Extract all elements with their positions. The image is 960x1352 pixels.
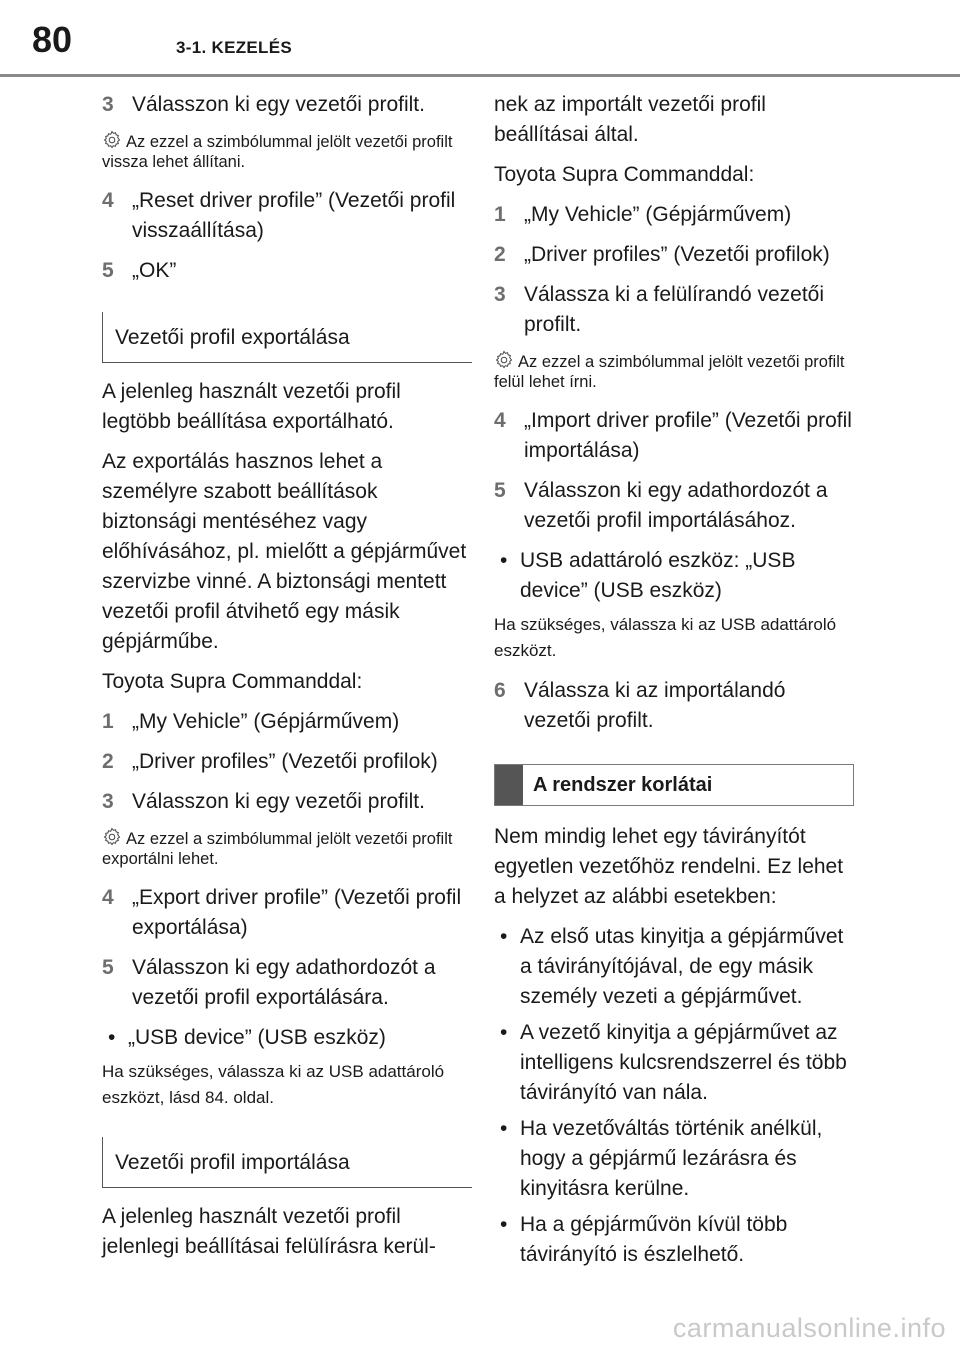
step-text: „My Vehicle” (Gépjárművem) xyxy=(132,710,400,733)
step-number: 6 xyxy=(494,679,506,702)
step-item xyxy=(494,280,854,340)
note xyxy=(102,827,472,869)
paragraph: Toyota Supra Commanddal: xyxy=(494,163,755,186)
paragraph: Az exportálás hasznos lehet a személyre szabott beállítások biztonsági mentéséhez vagy előhívásához, pl. mielőtt a gépjárművet szervizbe vinné. A biztonsági mentett vezetői profil átvihető egy másik gépjárműbe. xyxy=(102,450,467,653)
step-item xyxy=(102,256,472,286)
header-divider xyxy=(0,74,960,77)
step-number: 1 xyxy=(102,710,114,733)
step-number: 4 xyxy=(494,409,506,432)
step-text: Válasszon ki egy adathordozót a vezetői profil importálásához. xyxy=(524,479,828,532)
step-text: „Import driver profile” (Vezetői profil importálása) xyxy=(524,409,852,462)
bullet-text: „USB device” (USB eszköz) xyxy=(128,1026,386,1049)
step-number: 1 xyxy=(494,203,506,226)
bullet-dot: • xyxy=(500,1117,508,1140)
step-number: 5 xyxy=(494,479,506,502)
bullet-text: Ha vezetőváltás történik anélkül, hogy a gépjármű lezárásra és kinyitásra kerülne. xyxy=(520,1117,823,1200)
paragraph: Toyota Supra Commanddal: xyxy=(102,670,363,693)
step-item xyxy=(102,787,472,817)
step-item xyxy=(494,476,854,536)
step-item xyxy=(102,186,472,246)
step-item xyxy=(102,747,472,777)
step-text: „Export driver profile” (Vezetői profil exportálása) xyxy=(132,886,462,939)
note xyxy=(102,130,472,172)
step-item xyxy=(102,90,472,120)
step-number: 2 xyxy=(494,243,506,266)
paragraph: A jelenleg használt vezetői profil jelenlegi beállításai felülírásra kerül- xyxy=(102,1205,436,1258)
bullet-text: Ha a gépjárművön kívül több távirányító is észlelhető. xyxy=(520,1213,788,1266)
bullet-item xyxy=(494,1114,854,1204)
paragraph: Nem mindig lehet egy távirányítót egyetlen vezetőhöz rendelni. Ez lehet a helyzet az alábbi esetekben: xyxy=(494,825,844,908)
step-text: „Driver profiles” (Vezetői profilok) xyxy=(132,750,438,773)
watermark: carmanualsonline.info xyxy=(672,1313,946,1343)
small-note: Ha szükséges, válassza ki az USB adattároló eszközt. xyxy=(494,615,837,660)
step-number: 2 xyxy=(102,750,114,773)
step-item xyxy=(494,200,854,230)
bullet-dot: • xyxy=(500,549,508,572)
step-number: 3 xyxy=(102,93,114,116)
gear-icon xyxy=(494,350,514,370)
step-text: „OK” xyxy=(132,259,177,282)
step-text: „My Vehicle” (Gépjárművem) xyxy=(524,203,792,226)
step-item xyxy=(494,676,854,736)
paragraph: nek az importált vezetői profil beállításai által. xyxy=(494,93,766,146)
step-number: 3 xyxy=(102,790,114,813)
bullet-dot: • xyxy=(500,1213,508,1236)
bullet-dot: • xyxy=(108,1026,116,1049)
bullet-dot: • xyxy=(500,925,508,948)
step-item xyxy=(494,240,854,270)
note-text: Az ezzel a szimbólummal jelölt vezetői profilt felül lehet írni. xyxy=(494,353,845,391)
step-number: 4 xyxy=(102,886,114,909)
step-item xyxy=(102,707,472,737)
step-text: Válassza ki a felülírandó vezetői profilt. xyxy=(524,283,824,336)
bullet-item xyxy=(494,1018,854,1108)
page-number: 80 xyxy=(32,19,73,60)
step-number: 5 xyxy=(102,956,114,979)
bullet-text: A vezető kinyitja a gépjárművet az intelligens kulcsrendszerrel és több távirányító van nála. xyxy=(520,1021,847,1104)
step-item xyxy=(102,883,472,943)
gear-icon xyxy=(102,130,122,150)
step-text: „Driver profiles” (Vezetői profilok) xyxy=(524,243,830,266)
step-item xyxy=(102,953,472,1013)
note-text: Az ezzel a szimbólummal jelölt vezetői profilt vissza lehet állítani. xyxy=(102,133,453,171)
step-text: „Reset driver profile” (Vezetői profil visszaállítása) xyxy=(132,189,456,242)
right-column xyxy=(494,90,854,1276)
bullet-item xyxy=(494,922,854,1012)
step-number: 3 xyxy=(494,283,506,306)
step-item xyxy=(494,406,854,466)
bullet-item xyxy=(494,546,854,606)
note xyxy=(494,350,854,392)
small-note: Ha szükséges, válassza ki az USB adattároló eszközt, lásd 84. oldal. xyxy=(102,1062,445,1107)
paragraph: A jelenleg használt vezetői profil legtöbb beállítása exportálható. xyxy=(102,380,401,433)
gear-icon xyxy=(102,827,122,847)
step-text: Válasszon ki egy adathordozót a vezetői profil exportálására. xyxy=(132,956,436,1009)
page-header xyxy=(0,0,960,80)
export-heading: Vezetői profil exportálása xyxy=(102,312,472,363)
left-column xyxy=(102,90,472,1272)
bullet-text: USB adattároló eszköz: „USB device” (USB eszköz) xyxy=(520,549,796,602)
bullet-item xyxy=(102,1023,472,1053)
import-heading: Vezetői profil importálása xyxy=(102,1137,472,1188)
bullet-dot: • xyxy=(500,1021,508,1044)
step-number: 4 xyxy=(102,189,114,212)
step-number: 5 xyxy=(102,259,114,282)
step-text: Válasszon ki egy vezetői profilt. xyxy=(132,93,425,116)
step-text: Válasszon ki egy vezetői profilt. xyxy=(132,790,425,813)
heading-marker xyxy=(495,765,523,805)
bullet-item xyxy=(494,1210,854,1270)
section-title: 3-1. KEZELÉS xyxy=(176,38,293,57)
limits-heading: A rendszer korlátai xyxy=(533,773,713,796)
note-text: Az ezzel a szimbólummal jelölt vezetői profilt exportálni lehet. xyxy=(102,830,453,868)
limits-heading-box xyxy=(494,764,854,806)
step-text: Válassza ki az importálandó vezetői profilt. xyxy=(524,679,786,732)
bullet-text: Az első utas kinyitja a gépjárművet a távirányítójával, de egy másik személy vezeti a gépjárművet. xyxy=(520,925,844,1008)
